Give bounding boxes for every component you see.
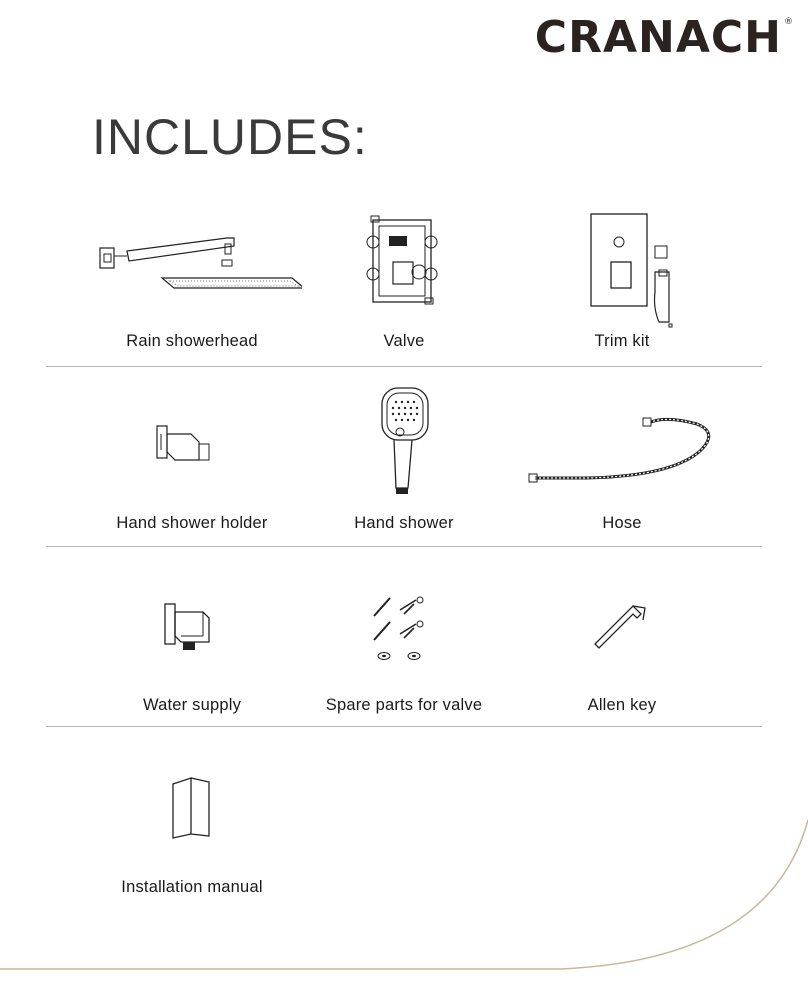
item-hand-shower-holder [72, 420, 312, 540]
item-spare-parts [284, 592, 524, 724]
row-divider [46, 366, 762, 367]
hand-shower-icon [374, 384, 434, 498]
spare-parts-icon [364, 592, 444, 664]
hand-shower-holder-icon [147, 420, 237, 470]
item-label: Valve [383, 332, 425, 350]
item-label: Trim kit [594, 332, 650, 350]
water-supply-icon [157, 600, 227, 654]
registered-mark: ® [784, 17, 794, 27]
valve-icon [359, 212, 449, 308]
row-divider [46, 546, 762, 547]
page-title: INCLUDES: [92, 109, 368, 165]
item-installation-manual [72, 774, 312, 904]
item-hose [502, 408, 742, 540]
brand-name: CRANACH [534, 12, 782, 63]
item-allen-key [502, 598, 742, 724]
item-rain-showerhead [72, 228, 312, 358]
hose-icon [527, 408, 717, 488]
item-label: Hose [602, 514, 642, 532]
trim-kit-icon [557, 212, 687, 330]
item-label: Hand shower holder [116, 514, 268, 532]
allen-key-icon [587, 598, 657, 654]
item-label: Installation manual [121, 878, 263, 896]
item-hand-shower [284, 384, 524, 540]
item-water-supply [72, 600, 312, 724]
brand-logo [534, 12, 794, 63]
item-label: Rain showerhead [126, 332, 258, 350]
item-valve [284, 212, 524, 358]
rain-showerhead-icon [82, 228, 302, 308]
item-label: Hand shower [354, 514, 454, 532]
installation-manual-icon [167, 774, 217, 840]
item-trim-kit [502, 212, 742, 358]
item-label: Allen key [587, 696, 657, 714]
item-label: Water supply [142, 696, 242, 714]
row-divider [46, 726, 762, 727]
item-label: Spare parts for valve [325, 696, 483, 714]
